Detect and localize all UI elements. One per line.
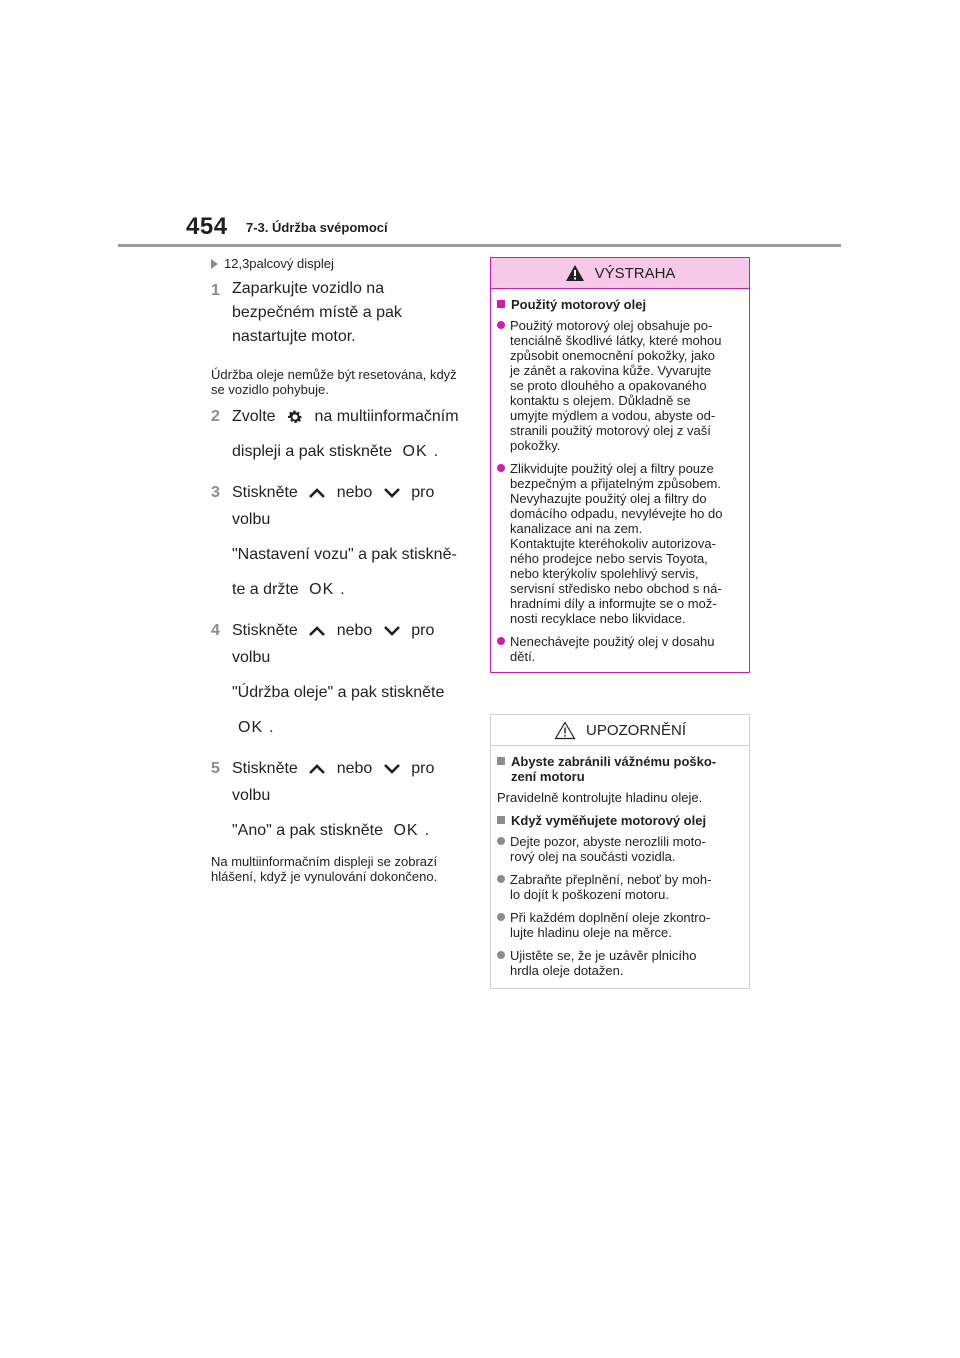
caution-bullet-1: Dejte pozor, abyste nerozlili moto- rový olej na součásti vozidla. [497,834,744,864]
header-rule [118,244,841,247]
note-reset: Údržba oleje nemůže být resetována, když se vozidlo pohybuje. [211,367,457,397]
chevron-down-icon [383,487,401,499]
procedure-column [211,256,466,890]
step-number: 3 [211,484,220,501]
step-number: 2 [211,408,220,425]
warning-icon [565,264,585,282]
ok-button-glyph: OK [393,822,419,839]
warning-heading: Použitý motorový olej [497,297,744,312]
square-bullet-icon [497,816,505,824]
caution-header: UPOZORNĚNÍ [491,715,749,746]
step-text: Zaparkujte vozidlo na bezpečném místě a pak nastartujte motor. [232,280,402,345]
step-3: 3 Stiskněte nebo pro volbu "Nastavení vozu" a pak stiskně- te a držte OK . [211,479,466,611]
note-complete: Na multiinformačním displeji se zobrazí hlášení, když je vynulování dokončeno. [211,854,438,884]
ok-button-glyph: OK [402,443,428,460]
caution-bullet-3: Při každém doplnění oleje zkontro- lujte hladinu oleje na měrce. [497,910,744,940]
step-4: 4 Stiskněte nebo pro volbu "Údržba oleje" a pak stiskněte OK . [211,617,466,749]
caution-bullet-4: Ujistěte se, že je uzávěr plnicího hrdla oleje dotažen. [497,948,744,978]
caution-paragraph: Pravidelně kontrolujte hladinu oleje. [497,790,703,805]
chevron-up-icon [308,763,326,775]
chevron-up-icon [308,487,326,499]
section-title: 7-3. Údržba svépomocí [246,220,388,235]
round-bullet-icon [497,464,505,472]
chevron-up-icon [308,625,326,637]
square-bullet-icon [497,300,505,308]
caution-heading-1: Abyste zabránili vážnému poško- zení motoru [497,754,744,784]
step-5: 5 Stiskněte nebo pro volbu "Ano" a pak stiskněte OK . [211,755,466,852]
caution-icon [554,721,576,740]
ok-button-glyph: OK [238,719,264,736]
page-number: 454 [186,213,228,240]
square-bullet-icon [497,757,505,765]
round-bullet-icon [497,637,505,645]
chevron-down-icon [383,625,401,637]
display-subheading: 12,3palcový displej [211,256,466,271]
step-number: 1 [211,282,220,299]
warning-bullet-1: Použitý motorový olej obsahuje po- tenciálně škodlivé látky, které mohou způsobit onemocnění pokožky, jako je zánět a rakovina kůže. Vyvarujte se proto dlouhého a opakovaného kontaktu s olejem. Důkladně se umyjte mýdlem a vodou, abyste od- stranili použitý motorový olej z vaší pokožky. [497,318,744,453]
warning-box [490,257,750,673]
step-number: 5 [211,760,220,777]
step-1 [211,277,466,357]
ok-button-glyph: OK [309,581,335,598]
step-number: 4 [211,622,220,639]
caution-box [490,714,750,989]
caution-heading-2: Když vyměňujete motorový olej [497,813,744,828]
round-bullet-icon [497,837,505,845]
step-2: 2 Zvolte na multiinformačním displeji a pak stiskněte OK . [211,403,466,473]
triangle-bullet-icon [211,259,218,269]
warning-bullet-2: Zlikvidujte použitý olej a filtry pouze bezpečným a přijatelným způsobem. Nevyhazujte použitý olej a filtry do domácího odpadu, nevylévejte ho do kanalizace ani na zem. Kontaktujte kteréhokoliv autorizova- ného prodejce nebo servis Toyota, nebo kterýkoliv spolehlivý servis, servisní středisko nebo obchod s ná- hradními díly a informujte se o mož- nosti recyklace nebo likvidace. [497,461,744,626]
round-bullet-icon [497,951,505,959]
chevron-down-icon [383,763,401,775]
round-bullet-icon [497,913,505,921]
warning-bullet-3: Nenechávejte použitý olej v dosahu dětí. [497,634,744,664]
warning-header: VÝSTRAHA [491,258,749,289]
caution-bullet-2: Zabraňte přeplnění, neboť by moh- lo dojít k poškození motoru. [497,872,744,902]
round-bullet-icon [497,321,505,329]
gear-icon [286,408,304,426]
round-bullet-icon [497,875,505,883]
